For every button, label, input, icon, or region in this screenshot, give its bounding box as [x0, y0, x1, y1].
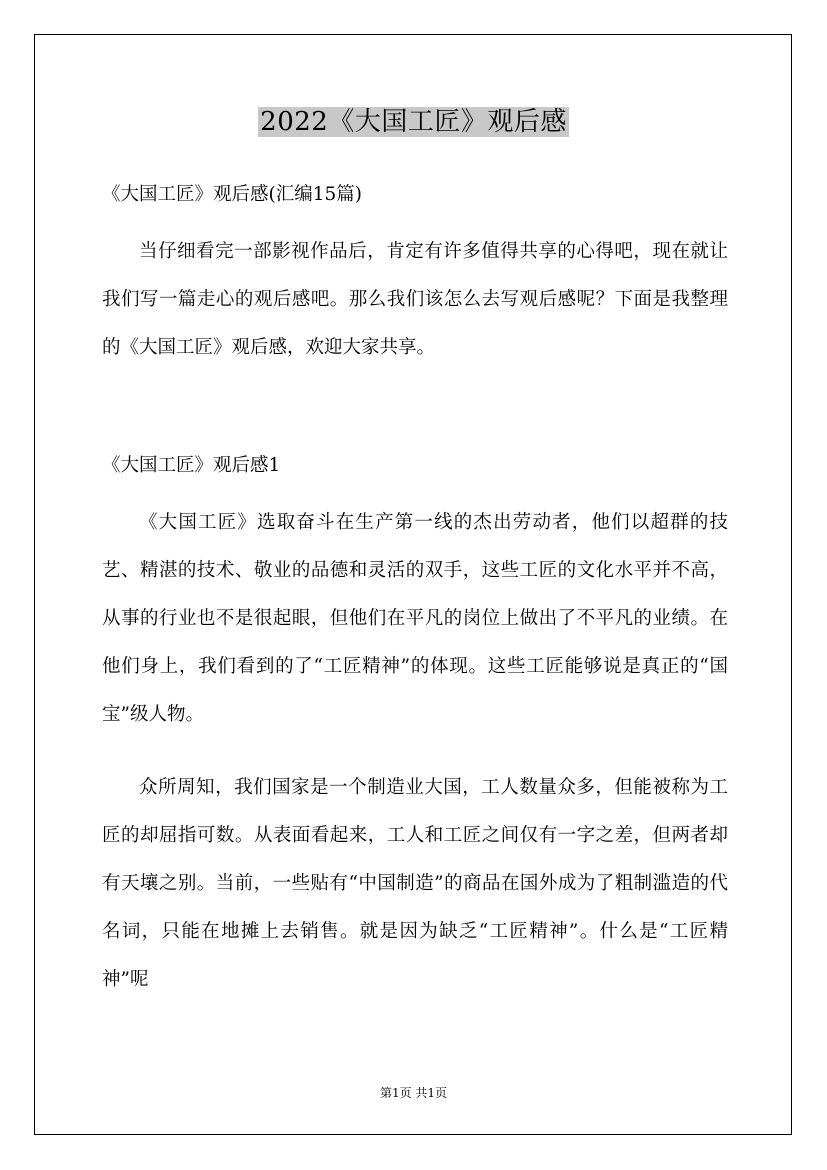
document-title-text: 2022《大国工匠》观后感	[260, 107, 567, 137]
document-subtitle: 《大国工匠》观后感(汇编15篇)	[102, 184, 362, 205]
page-footer: 第1页 共1页	[379, 1086, 448, 1100]
body-paragraph: 众所周知，我们国家是一个制造业大国，工人数量众多，但能被称为工匠的却屈指可数。从表面看起来，工人和工匠之间仅有一字之差，但两者却有天壤之别。当前，一些贴有“中国制造”的商品在国外成为了粗制滥造的代名词，只能在地摊上去销售。就是因为缺乏“工匠精神”。什么是“工匠精神”呢	[102, 777, 728, 990]
body-paragraph: 《大国工匠》选取奋斗在生产第一线的杰出劳动者，他们以超群的技艺、精湛的技术、敬业的品德和灵活的双手，这些工匠的文化水平并不高，从事的行业也不是很起眼，但他们在平凡的岗位上做出了不平凡的业绩。在他们身上，我们看到的了“工匠精神”的体现。这些工匠能够说是真正的“国宝”级人物。	[102, 512, 728, 725]
section-heading: 《大国工匠》观后感1	[102, 455, 281, 476]
document-title	[0, 100, 827, 144]
intro-paragraph: 当仔细看完一部影视作品后，肯定有许多值得共享的心得吧，现在就让我们写一篇走心的观后感吧。那么我们该怎么去写观后感呢？下面是我整理的《大国工匠》观后感，欢迎大家共享。	[102, 241, 728, 358]
